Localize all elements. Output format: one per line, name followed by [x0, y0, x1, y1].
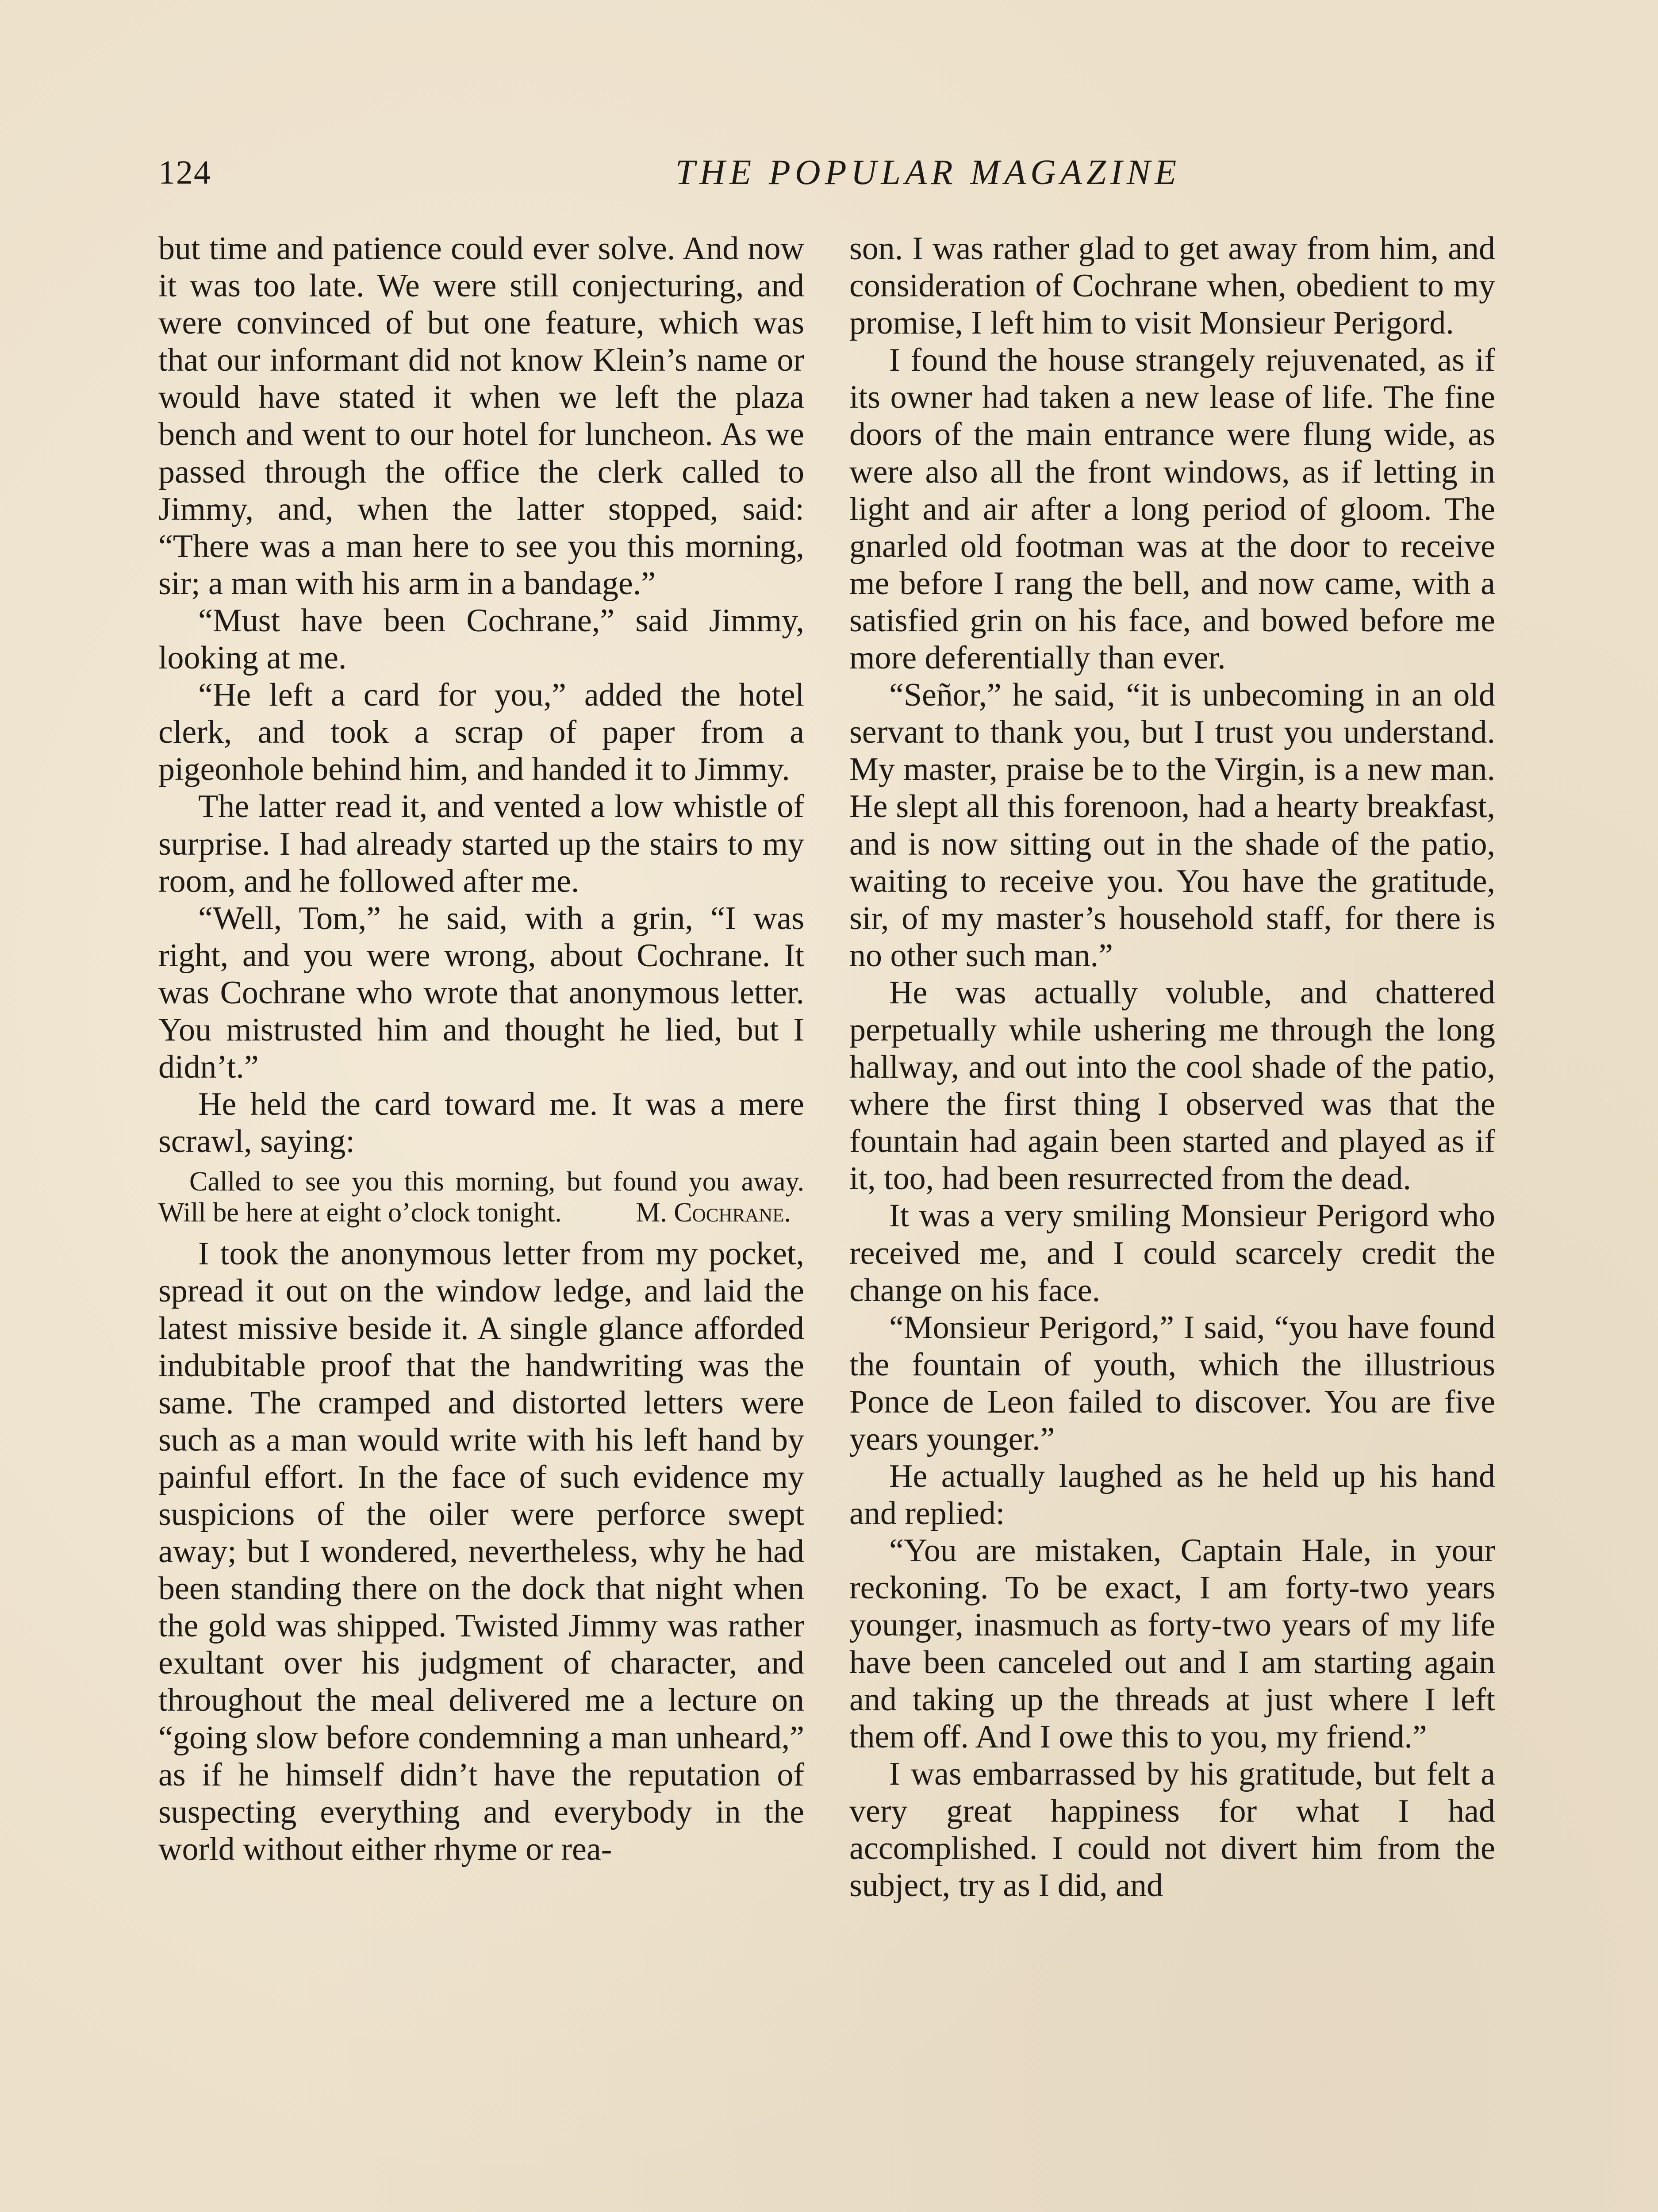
paragraph: “Well, Tom,” he said, with a grin, “I was right, and you were wrong, about Cochrane. It was Cochrane who wrote that anonymous letter. You mistrusted him and thought he lied, but I didn’t.” — [158, 900, 804, 1086]
paragraph: “Must have been Cochrane,” said Jimmy, looking at me. — [158, 602, 804, 676]
paragraph: The latter read it, and vented a low whistle of surprise. I had already started up the stairs to my room, and he followed after me. — [158, 788, 804, 899]
page-header — [158, 148, 1499, 197]
running-head: THE POPULAR MAGAZINE — [675, 153, 1181, 192]
note-text: Called to see you this morning, but found you away. Will be here at eight o’clock tonight. — [158, 1167, 804, 1228]
paragraph: I was embarrassed by his gratitude, but felt a very great happiness for what I had accomplished. I could not divert him from the subject, try as I did, and — [849, 1755, 1495, 1904]
paragraph: son. I was rather glad to get away from him, and consideration of Cochrane when, obedient to my promise, I left him to visit Monsieur Perigord. — [849, 230, 1495, 342]
quoted-note — [158, 1166, 804, 1228]
paragraph: “Monsieur Perigord,” I said, “you have found the fountain of youth, which the illustrious Ponce de Leon failed to discover. You are five years younger.” — [849, 1309, 1495, 1457]
left-column — [158, 230, 804, 1868]
right-column — [849, 230, 1495, 1904]
paragraph: “You are mistaken, Captain Hale, in your reckoning. To be exact, I am forty-two years younger, inasmuch as forty-two years of my life have been canceled out and I am starting again and taking up the threads at just where I left them off. And I owe this to you, my friend.” — [849, 1532, 1495, 1755]
paragraph: It was a very smiling Monsieur Perigord who received me, and I could scarcely credit the change on his face. — [849, 1198, 1495, 1309]
paragraph: I found the house strangely rejuvenated, as if its owner had taken a new lease of life. The fine doors of the main entrance were flung wide, as were also all the front windows, as if letting in light and air after a long period of gloom. The gnarled old footman was at the door to receive me before I rang the bell, and now came, with a satisfied grin on his face, and bowed before me more deferentially than ever. — [849, 342, 1495, 676]
note-signature: M. Cochrane. — [636, 1198, 791, 1228]
paragraph: He actually laughed as he held up his hand and replied: — [849, 1458, 1495, 1532]
page-number: 124 — [158, 154, 211, 191]
paragraph: He held the card toward me. It was a mere scrawl, saying: — [158, 1086, 804, 1160]
paragraph: “Señor,” he said, “it is unbecoming in an old servant to thank you, but I trust you understand. My master, praise be to the Virgin, is a new man. He slept all this forenoon, had a hearty breakfast, and is now sitting out in the shade of the patio, waiting to receive you. You have the gratitude, sir, of my master’s household staff, for there is no other such man.” — [849, 677, 1495, 974]
paragraph: I took the anonymous letter from my pocket, spread it out on the window ledge, and laid the latest missive beside it. A single glance afforded indubitable proof that the handwriting was the same. The cramped and distorted letters were such as a man would write with his left hand by painful effort. In the face of such evidence my suspicions of the oiler were perforce swept away; but I wondered, nevertheless, why he had been standing there on the dock that night when the gold was shipped. Twisted Jimmy was rather exultant over his judgment of character, and throughout the meal delivered me a lecture on “going slow before condemning a man unheard,” as if he himself didn’t have the reputation of suspecting everything and everybody in the world without either rhyme or rea- — [158, 1236, 804, 1867]
paragraph: but time and patience could ever solve. And now it was too late. We were still conjecturing, and were convinced of but one feature, which was that our informant did not know Klein’s name or would have stated it when we left the plaza bench and went to our hotel for luncheon. As we passed through the office the clerk called to Jimmy, and, when the latter stopped, said: “There was a man here to see you this morning, sir; a man with his arm in a bandage.” — [158, 230, 804, 602]
paragraph: He was actually voluble, and chattered perpetually while ushering me through the long hallway, and out into the cool shade of the patio, where the first thing I observed was that the fountain had again been started and played as if it, too, had been resurrected from the dead. — [849, 974, 1495, 1197]
paragraph: “He left a card for you,” added the hotel clerk, and took a scrap of paper from a pigeonhole behind him, and handed it to Jimmy. — [158, 677, 804, 788]
